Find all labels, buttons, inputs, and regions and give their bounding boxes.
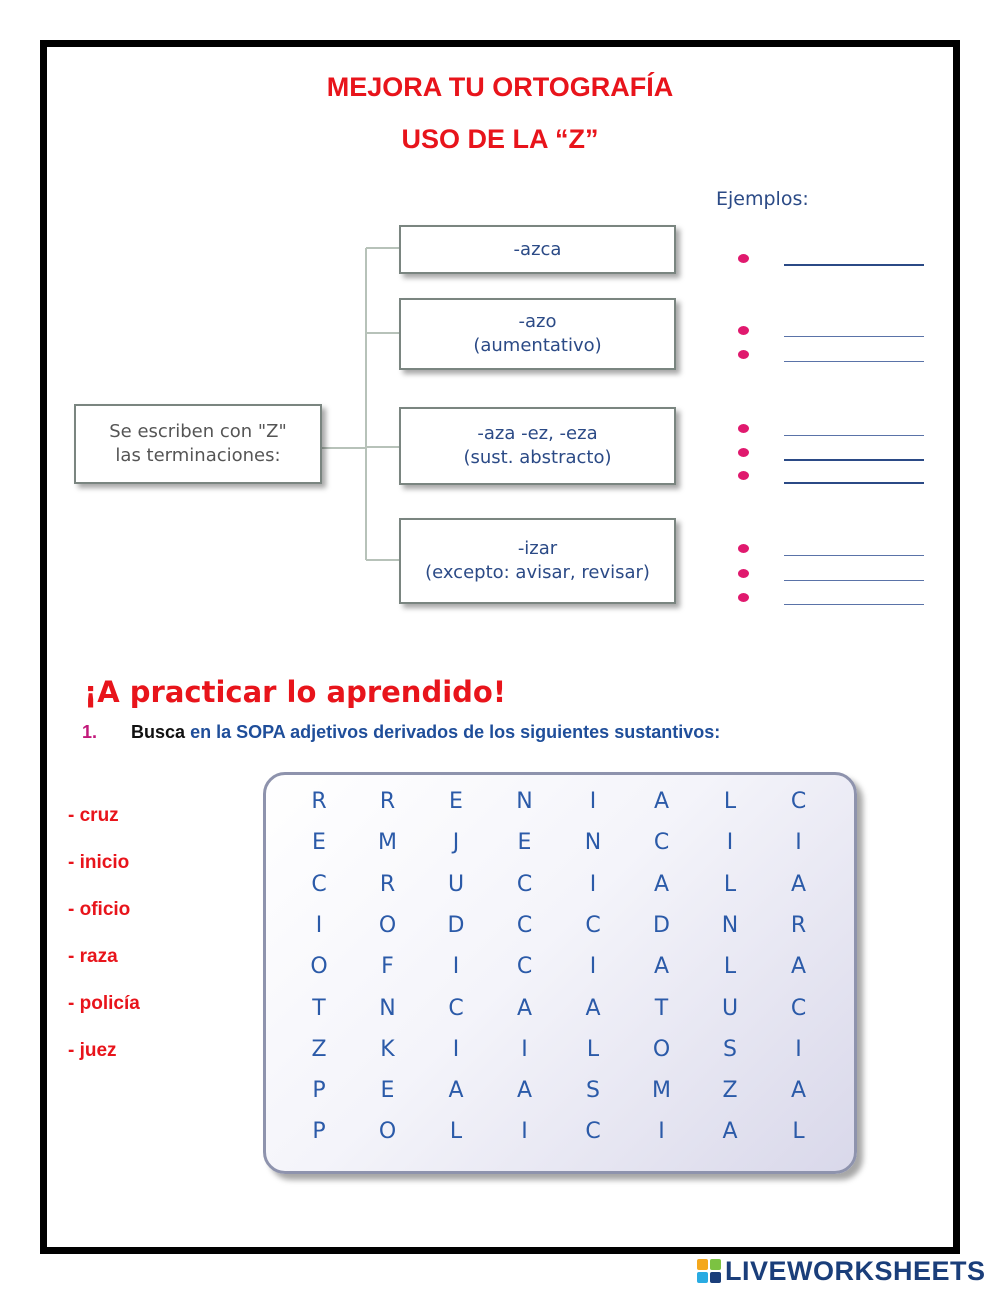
grid-letter[interactable]: I [521, 1036, 528, 1062]
grid-letter[interactable]: I [795, 830, 802, 856]
grid-letter[interactable]: C [653, 830, 670, 856]
practice-heading: ¡A practicar lo aprendido! [84, 675, 507, 709]
grid-letter[interactable]: P [312, 1119, 326, 1145]
instruction-number: 1. [82, 722, 98, 742]
word-item: - raza [68, 946, 118, 967]
bullet-icon [738, 544, 749, 553]
grid-letter[interactable]: A [653, 871, 670, 897]
grid-letter[interactable]: C [585, 1119, 601, 1145]
ending-box-azo [399, 298, 676, 370]
grid-letter[interactable]: U [721, 995, 739, 1021]
word-item: - oficio [68, 899, 131, 920]
grid-letter[interactable]: D [653, 912, 670, 938]
examples-label: Ejemplos: [716, 188, 809, 210]
grid-letter[interactable]: N [379, 995, 396, 1021]
answer-blank-aza-2[interactable] [784, 459, 924, 461]
instruction [82, 722, 720, 743]
answer-blank-azo-1[interactable] [784, 336, 924, 337]
grid-letter[interactable]: E [517, 830, 532, 856]
grid-letter[interactable]: P [312, 1078, 326, 1104]
answer-blank-izar-1[interactable] [784, 555, 924, 556]
main-rule-line2: las terminaciones: [115, 445, 281, 466]
answer-blank-izar-2[interactable] [784, 580, 924, 581]
grid-letter[interactable]: C [790, 789, 807, 814]
grid-letter[interactable]: A [448, 1078, 464, 1104]
grid-letter[interactable]: L [586, 1036, 600, 1062]
grid-letter[interactable]: I [452, 954, 460, 980]
grid-letter[interactable]: N [584, 830, 602, 856]
logo-text: LIVEWORKSHEETS [725, 1255, 986, 1286]
instruction-text: en la SOPA adjetivos derivados de los siguientes sustantivos: [190, 722, 721, 742]
word-item: - juez [68, 1040, 117, 1061]
grid-letter[interactable]: U [447, 871, 465, 897]
grid-letter[interactable]: O [652, 1036, 671, 1062]
grid-letter[interactable]: L [723, 789, 737, 814]
answer-blank-aza-1[interactable] [784, 435, 924, 436]
grid-letter[interactable]: L [792, 1119, 805, 1145]
grid-letter[interactable]: O [378, 912, 397, 938]
grid-letter[interactable]: I [315, 912, 323, 938]
grid-letter[interactable]: M [652, 1078, 671, 1104]
bullet-icon [738, 593, 749, 602]
grid-letter[interactable]: C [448, 995, 464, 1021]
bullet-icon [738, 254, 749, 263]
instruction-verb: Busca [131, 722, 186, 742]
grid-letter[interactable]: E [380, 1078, 395, 1104]
grid-letter[interactable]: A [790, 871, 807, 897]
bullet-icon [738, 448, 749, 457]
grid-letter[interactable]: I [452, 1036, 460, 1062]
grid-letter[interactable]: L [723, 954, 737, 980]
page-title: MEJORA TU ORTOGRAFÍA [326, 72, 674, 102]
grid-letter[interactable]: I [795, 1036, 802, 1062]
grid-letter[interactable]: T [312, 995, 326, 1021]
answer-blank-azca-1[interactable] [784, 264, 924, 266]
ending-label: -azo [518, 311, 557, 332]
answer-blank-azo-2[interactable] [784, 361, 924, 362]
grid-letter[interactable]: I [658, 1119, 665, 1145]
grid-letter[interactable]: L [449, 1119, 463, 1145]
grid-letter[interactable]: S [723, 1036, 737, 1062]
grid-letter[interactable]: O [310, 954, 328, 980]
ending-box-azca [399, 225, 676, 274]
grid-letter[interactable]: E [449, 789, 463, 814]
answer-blank-aza-3[interactable] [784, 482, 924, 484]
grid-letter[interactable]: L [723, 871, 737, 897]
grid-letter[interactable]: T [654, 995, 669, 1021]
grid-letter[interactable]: I [726, 830, 734, 856]
grid-letter[interactable]: C [790, 995, 807, 1021]
grid-letter[interactable]: Z [311, 1036, 327, 1062]
page-subtitle: USO DE LA “Z” [401, 124, 599, 154]
grid-letter[interactable]: A [790, 1078, 807, 1104]
grid-letter[interactable]: A [653, 954, 670, 980]
grid-letter[interactable]: A [790, 954, 807, 980]
grid-letter[interactable]: R [790, 912, 807, 938]
grid-letter[interactable]: I [521, 1119, 528, 1145]
bullet-icon [738, 424, 749, 433]
answer-blank-izar-3[interactable] [784, 604, 924, 605]
grid-letter[interactable]: I [589, 871, 597, 897]
logo-blocks-icon [697, 1259, 721, 1283]
grid-letter[interactable]: C [516, 912, 533, 938]
word-item: - cruz [68, 805, 119, 826]
grid-letter[interactable]: O [378, 1119, 397, 1145]
grid-letter[interactable]: A [722, 1119, 738, 1145]
ending-note: (excepto: avisar, revisar) [425, 562, 650, 583]
bullet-icon [738, 350, 749, 359]
bullet-icon [738, 471, 749, 480]
grid-letter[interactable]: R [379, 871, 396, 897]
ending-box-izar [399, 518, 676, 604]
grid-letter[interactable]: Z [722, 1078, 738, 1104]
grid-letter[interactable]: A [516, 995, 533, 1021]
bullet-icon [738, 326, 749, 335]
grid-letter[interactable]: A [585, 995, 601, 1021]
main-rule-line1: Se escriben con "Z" [109, 421, 287, 442]
ending-note: (aumentativo) [473, 335, 602, 356]
liveworksheets-logo [697, 1257, 986, 1285]
grid-letter[interactable]: K [380, 1036, 395, 1062]
grid-letter[interactable]: M [378, 830, 397, 856]
ending-label: -izar [517, 538, 558, 559]
grid-letter[interactable]: S [586, 1078, 600, 1104]
word-search-grid [263, 772, 857, 1174]
ending-label: -azca [513, 238, 562, 260]
bullet-icon [738, 569, 749, 578]
grid-letter[interactable]: I [589, 789, 597, 814]
grid-letter[interactable]: A [653, 789, 670, 814]
grid-letter[interactable]: E [312, 830, 326, 856]
word-item: - policía [68, 993, 140, 1014]
grid-letter[interactable]: C [516, 871, 533, 897]
main-rule-box [74, 404, 322, 484]
grid-letter[interactable]: J [452, 830, 460, 856]
grid-letter[interactable]: I [589, 954, 597, 980]
grid-letter[interactable]: C [585, 912, 601, 938]
grid-letter[interactable]: N [516, 789, 533, 814]
ending-note: (sust. abstracto) [463, 447, 612, 468]
grid-letter[interactable]: R [311, 789, 327, 814]
grid-letter[interactable]: D [447, 912, 465, 938]
grid-letter[interactable]: C [311, 871, 327, 897]
grid-letter[interactable]: N [721, 912, 739, 938]
grid-letter[interactable]: C [516, 954, 533, 980]
grid-letter[interactable]: R [379, 789, 396, 814]
grid-letter[interactable]: A [516, 1078, 533, 1104]
ending-box-aza-ez-eza [399, 407, 676, 485]
word-item: - inicio [68, 852, 130, 873]
ending-label: -aza -ez, -eza [477, 423, 598, 444]
grid-letter[interactable]: F [381, 954, 394, 980]
